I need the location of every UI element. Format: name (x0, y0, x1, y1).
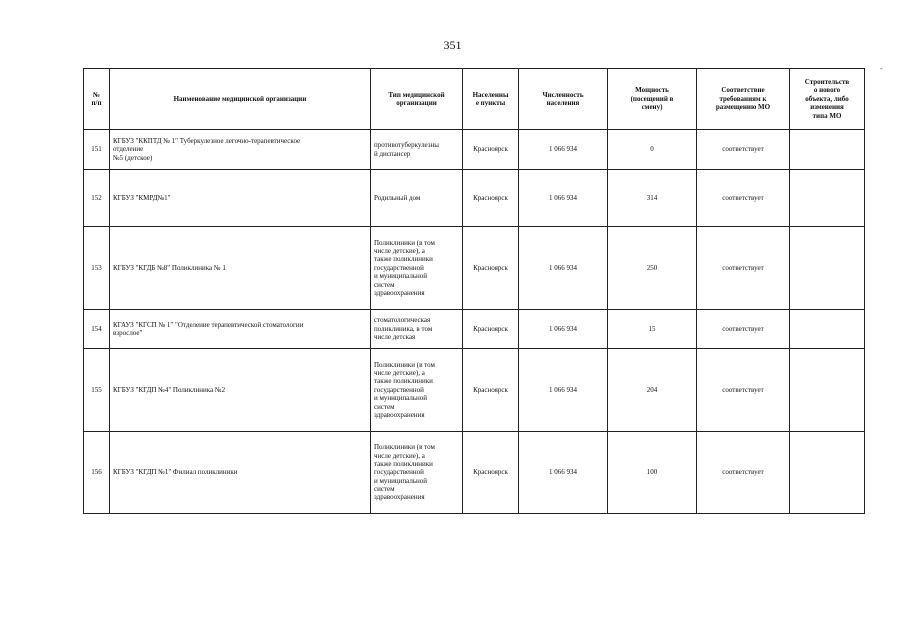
table-row (84, 349, 865, 432)
cell-compliance: соответствует (697, 349, 790, 432)
cell-settlement: Красноярск (463, 310, 519, 349)
cell-settlement: Красноярск (463, 130, 519, 170)
cell-settlement: Красноярск (463, 227, 519, 310)
cell-name: КГБУЗ "КМРД№1" (110, 170, 371, 227)
header-type: Тип медицинской организации (371, 69, 463, 130)
cell-construction (790, 310, 865, 349)
cell-name: КГБУЗ "КГДП №4" Поликлиника №2 (110, 349, 371, 432)
header-capacity: Мощность (посещений в смену) (608, 69, 697, 130)
cell-compliance: соответствует (697, 170, 790, 227)
cell-population: 1 066 934 (519, 170, 608, 227)
cell-type: противотуберкулезны й диспансер (371, 130, 463, 170)
header-compliance: Соответствие требованиям к размещению МО (697, 69, 790, 130)
header-construction: Строительств о нового объекта, либо изменения типа МО (790, 69, 865, 130)
table-row (84, 310, 865, 349)
header-settlement: Населенны е пункты (463, 69, 519, 130)
header-num: № п/п (84, 69, 110, 130)
table-header-row (84, 69, 865, 130)
medical-organizations-table (83, 68, 865, 514)
cell-type: Родильный дом (371, 170, 463, 227)
table-row (84, 227, 865, 310)
cell-population: 1 066 934 (519, 130, 608, 170)
cell-capacity: 15 (608, 310, 697, 349)
cell-population: 1 066 934 (519, 432, 608, 514)
table-row (84, 432, 865, 514)
cell-name: КГБУЗ "КГДБ №8" Поликлиника № 1 (110, 227, 371, 310)
cell-type: Поликлиники (в том числе детские), а также поликлиники государственной и муниципальной систем здравоохранения (371, 432, 463, 514)
corner-mark: - (880, 64, 883, 73)
cell-construction (790, 349, 865, 432)
cell-compliance: соответствует (697, 310, 790, 349)
cell-population: 1 066 934 (519, 349, 608, 432)
cell-name: КГБУЗ "КГДП №1" Филиал поликлиники (110, 432, 371, 514)
cell-construction (790, 170, 865, 227)
cell-population: 1 066 934 (519, 310, 608, 349)
cell-settlement: Красноярск (463, 170, 519, 227)
header-population: Численность населения (519, 69, 608, 130)
cell-compliance: соответствует (697, 432, 790, 514)
cell-type: Поликлиники (в том числе детские), а также поликлиники государственной и муниципальной систем здравоохранения (371, 227, 463, 310)
cell-name: КГАУЗ "КГСП № 1" "Отделение терапевтической стоматологии взрослое" (110, 310, 371, 349)
cell-name: КГБУЗ "ККПТД № 1" Туберкулезное легочно-терапевтическое отделение №5 (детское) (110, 130, 371, 170)
cell-num: 155 (84, 349, 110, 432)
cell-settlement: Красноярск (463, 432, 519, 514)
cell-capacity: 0 (608, 130, 697, 170)
cell-num: 156 (84, 432, 110, 514)
cell-capacity: 100 (608, 432, 697, 514)
cell-num: 154 (84, 310, 110, 349)
cell-num: 151 (84, 130, 110, 170)
cell-capacity: 314 (608, 170, 697, 227)
table-row (84, 170, 865, 227)
page-number: 351 (443, 38, 462, 52)
cell-construction (790, 130, 865, 170)
cell-capacity: 250 (608, 227, 697, 310)
cell-num: 152 (84, 170, 110, 227)
cell-type: Поликлиники (в том числе детские), а также поликлиники государственной и муниципальной систем здравоохранения (371, 349, 463, 432)
cell-capacity: 204 (608, 349, 697, 432)
cell-construction (790, 432, 865, 514)
header-name: Наименование медицинской организации (110, 69, 371, 130)
table-row (84, 130, 865, 170)
cell-type: стоматологическая поликлиника, в том числе детская (371, 310, 463, 349)
cell-population: 1 066 934 (519, 227, 608, 310)
cell-compliance: соответствует (697, 130, 790, 170)
cell-settlement: Красноярск (463, 349, 519, 432)
cell-compliance: соответствует (697, 227, 790, 310)
cell-construction (790, 227, 865, 310)
cell-num: 153 (84, 227, 110, 310)
